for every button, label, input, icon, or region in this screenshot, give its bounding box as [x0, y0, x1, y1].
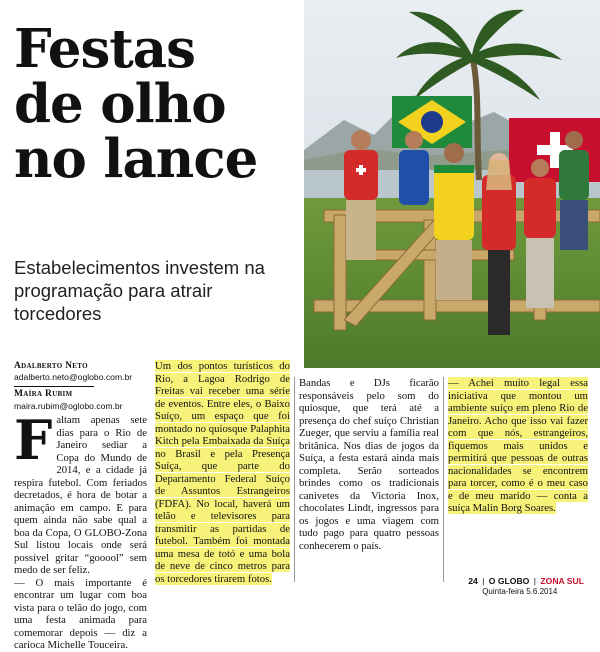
byline	[14, 361, 149, 412]
article-column-4	[448, 377, 588, 515]
article-column-3	[299, 377, 439, 552]
page-number: 24	[468, 576, 478, 586]
highlighted-paragraph-1: Um dos pontos turísticos do Rio, a Lagoa Rodrigo de Freitas vai receber uma série de eventos. Entre eles, o Baixo Suíço, um espaço que foi montado no quiosque Palaphita Kitch pela Embaixada da Suíça no Brasil e pela Presença Suíça, que parte do Departamento Federal Suíço de Assuntos Estrangeiros (FDFA). No local, haverá um telão e televisores para transmitir as partidas de futebol. Também foi montada uma mesa de totó e uma bola de neve de cinco metros para os torcedores tirarem fotos.	[155, 360, 290, 585]
article-column-1	[14, 408, 147, 652]
article-paragraph-3: Bandas e DJs ficarão responsáveis pelo som do quiosque, que terá até a presença do chef suíço Christian Zueger, que serviu a família real britânica. Nos dias de jogos da Suíça, a festa estará ainda mais completa. Serão sorteados brindes como os tradicionais canivetes da Victoria Inox, chocolates Lindt, ingressos para os jogos e uma viagem com tudo pago para quatro pessoas conhecerem o país.	[299, 377, 439, 552]
article-column-2	[155, 360, 290, 585]
headline	[14, 18, 314, 190]
footer-divider: |	[482, 576, 485, 586]
headline-line-2: de olho	[14, 73, 226, 135]
headline-line-3: no lance	[14, 128, 258, 190]
headline-line-1: Festas	[14, 18, 195, 80]
footer-divider-2: |	[533, 576, 536, 586]
drop-cap: F	[14, 408, 53, 472]
column-rule-2	[443, 377, 444, 582]
article-paragraph-1: altam apenas sete dias para o Rio de Janeiro sediar a Copa do Mundo de 2014, e a cidade já respira futebol. Com feriados decretados, é hora de botar a animação em campo. E para quem ainda não sabe qual a boa da Copa, O GLOBO-Zona Sul listou locais onde será possível gritar “gooool” sem medo de ser feliz.	[14, 414, 147, 576]
column-rule-1	[294, 377, 295, 582]
byline-email-1[interactable]: adalberto.neto@oglobo.com.br	[14, 372, 133, 383]
article-photo	[304, 0, 600, 368]
byline-divider	[14, 386, 94, 387]
article-paragraph-2: — O mais importante é encontrar um lugar com boa vista para o telão do jogo, com uma festa animada para comemorar depois — diz a carioca Michelle Touceira.	[14, 576, 147, 651]
section-name: ZONA SUL	[540, 576, 584, 586]
page-footer	[468, 576, 584, 596]
highlighted-paragraph-2: — Achei muito legal essa iniciativa que montou um ambiente suíço em pleno Rio de Janeiro. Acho que isso vai fazer com que nós, estrangeiros, fiquemos mais unidos e permitirá que pessoas de outras nacionalidades se encontrem para torcer, como é o meu caso e de meu marido — conta a suíça Malin Borg Soares.	[448, 377, 588, 514]
byline-author-1: Adalberto Neto	[14, 361, 88, 371]
byline-email-2[interactable]: maira.rubim@oglobo.com.br	[14, 400, 123, 411]
byline-author-2: Maíra Rubim	[14, 389, 73, 400]
subheadline: Estabelecimentos investem na programação para atrair torcedores	[14, 257, 265, 324]
publication-date: Quinta-feira 5.6.2014	[482, 587, 558, 596]
newspaper-name: O GLOBO	[488, 576, 530, 586]
